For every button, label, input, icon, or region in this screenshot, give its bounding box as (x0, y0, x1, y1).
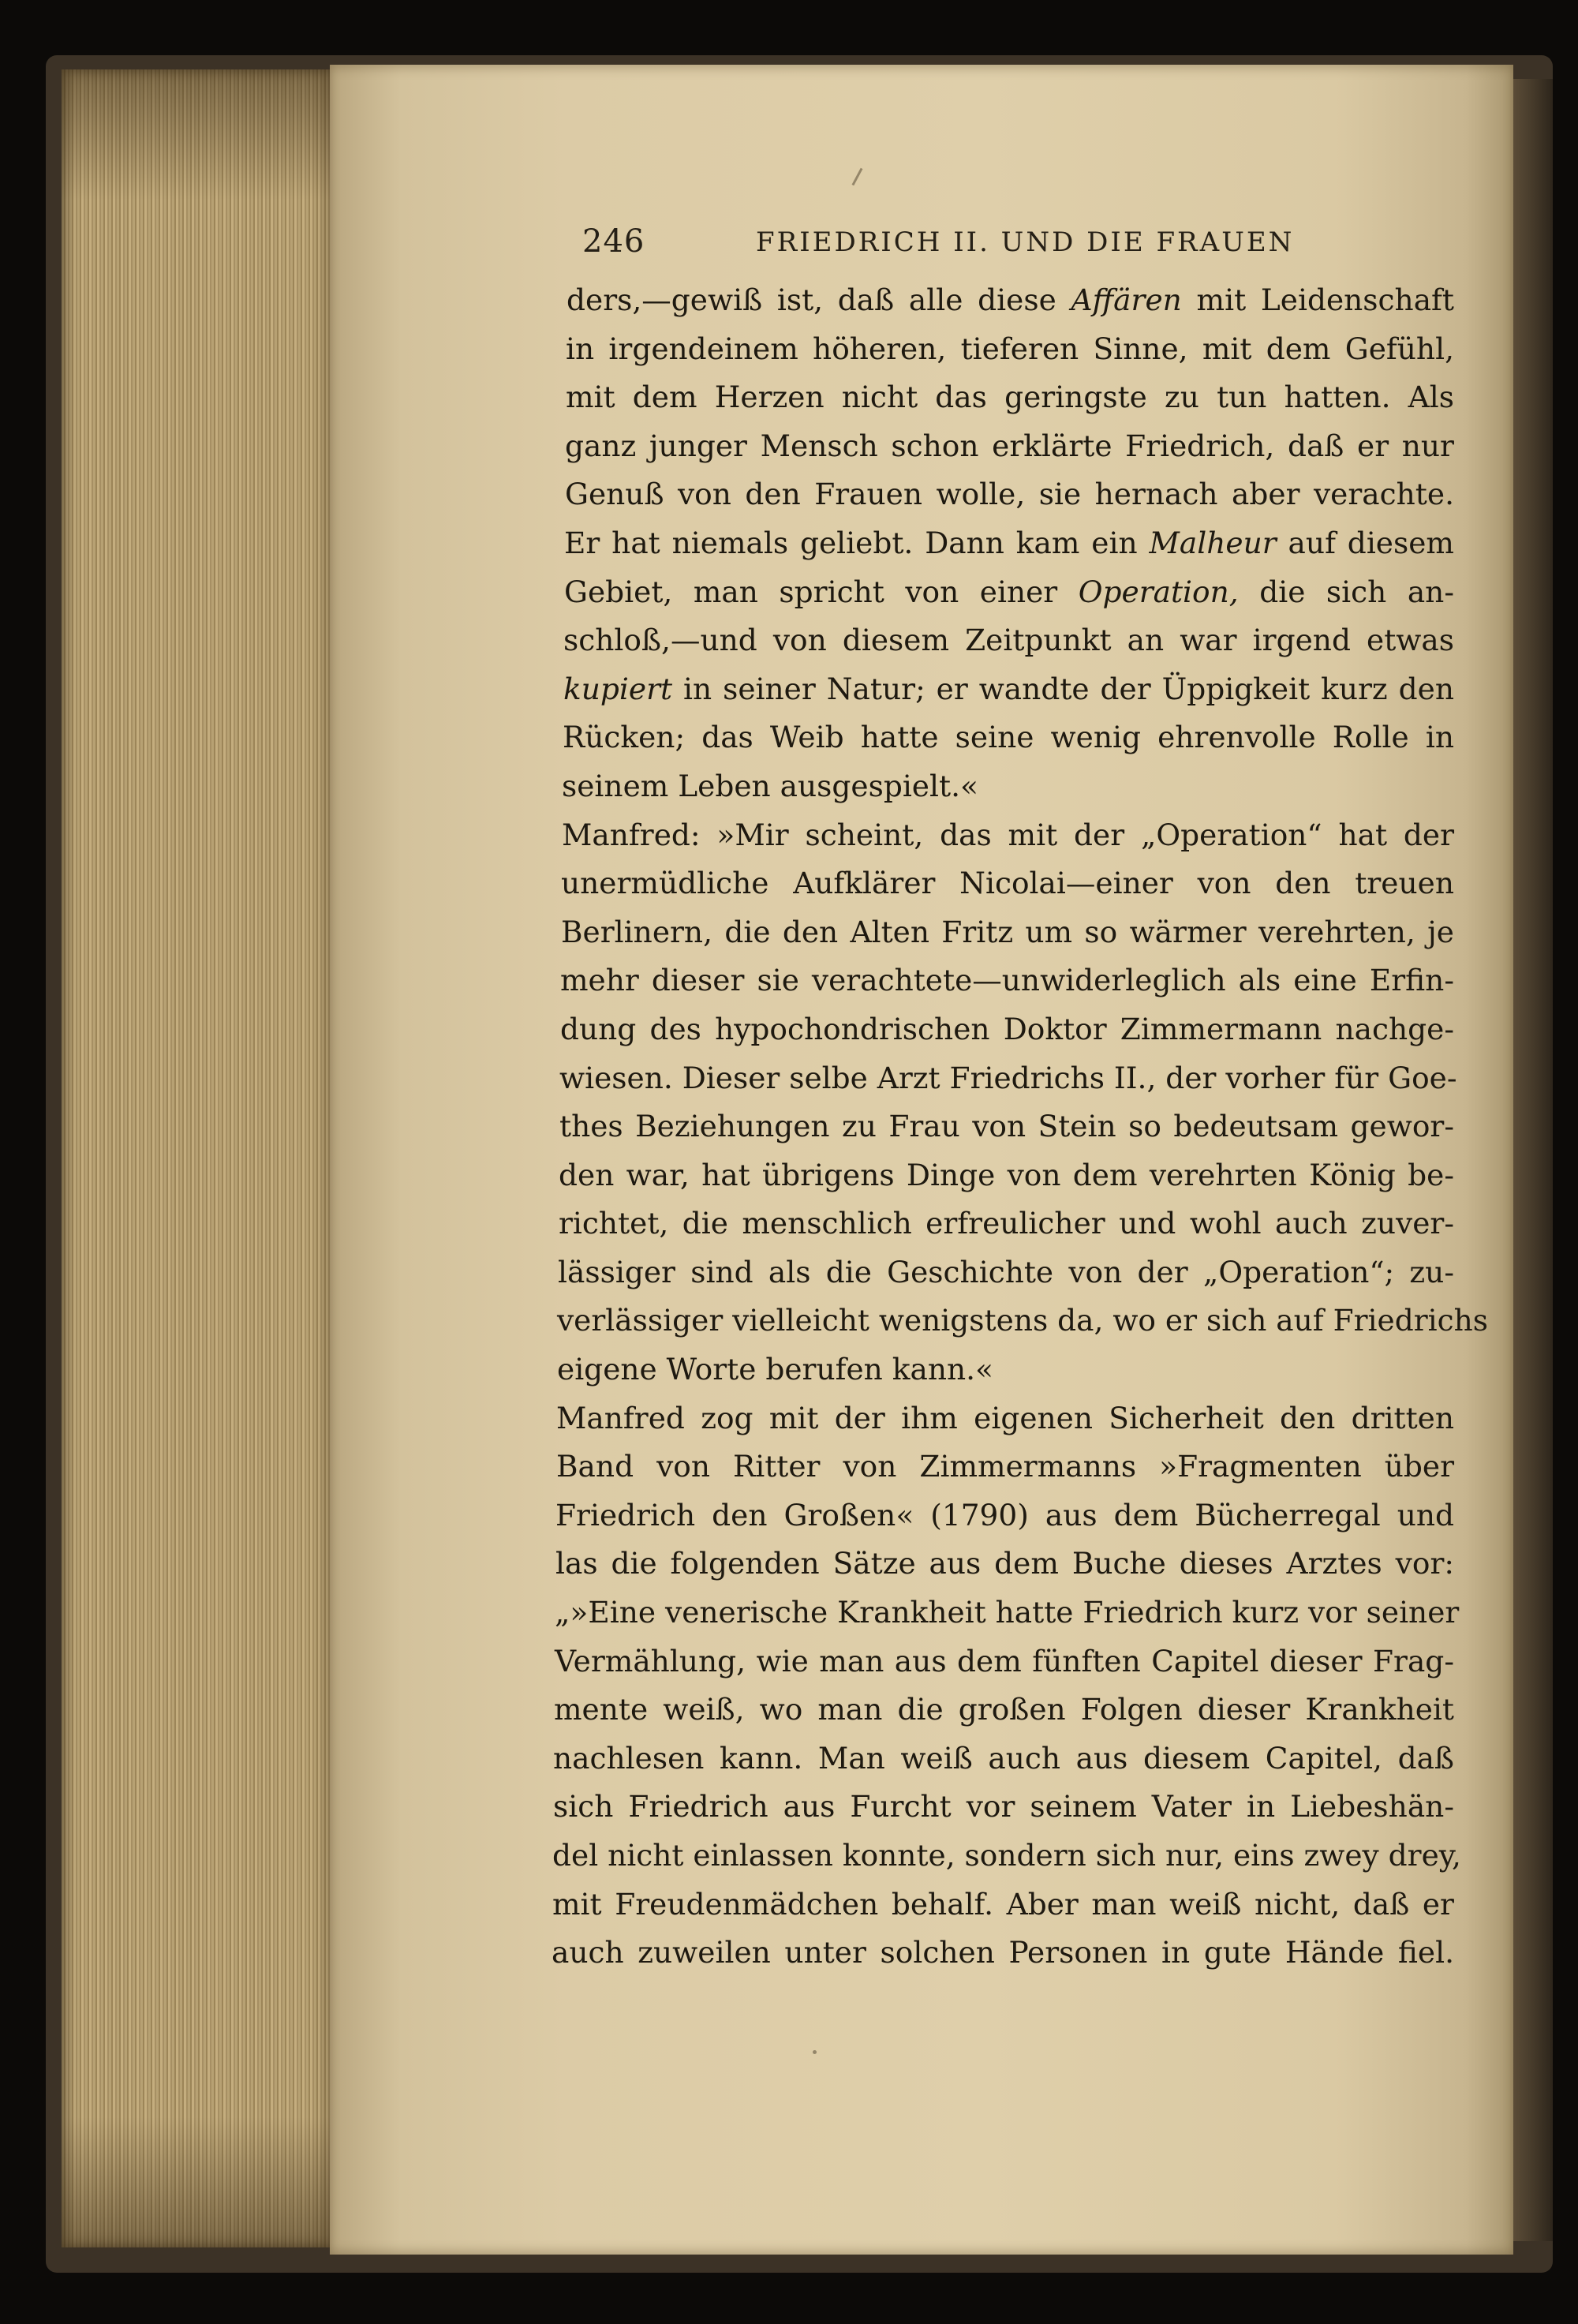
text-line (564, 568, 1454, 617)
text-run: mehr dieser sie verachtete—unwiderleglich als eine Erfin- (560, 963, 1454, 998)
text-run: ganz junger Mensch schon erklärte Friedrich, daß er nur (565, 428, 1454, 463)
text-line (564, 519, 1454, 568)
text-line (552, 1832, 1461, 1881)
text-line (567, 276, 1454, 325)
text-line (554, 1686, 1454, 1735)
body-text (552, 276, 1489, 1978)
italic-text: kupiert (563, 671, 673, 706)
text-line (557, 1297, 1489, 1345)
pencil-mark (813, 2050, 817, 2054)
text-run: thes Beziehungen zu Frau von Stein so bedeutsam gewor- (559, 1109, 1454, 1144)
text-line (558, 1248, 1454, 1297)
text-run: richtet, die menschlich erfreulicher und wohl auch zuver- (559, 1206, 1454, 1241)
text-run: mit Leidenschaft (1181, 283, 1454, 317)
text-run: wiesen. Dieser selbe Arzt Friedrichs II., der vorher für Goe- (559, 1060, 1457, 1095)
text-run: seinem Leben ausgespielt.« (562, 768, 978, 803)
text-run: Manfred zog mit der ihm eigenen Sicherheit den dritten (556, 1400, 1454, 1435)
text-run: Band von Ritter von Zimmermanns »Fragmenten über (556, 1449, 1454, 1484)
text-line (555, 1491, 1454, 1540)
text-line (562, 811, 1454, 860)
text-run: mente weiß, wo man die großen Folgen dieser Krankheit (554, 1692, 1454, 1727)
text-run: Er hat niemals geliebt. Dann kam ein (564, 525, 1150, 560)
text-line (563, 665, 1454, 714)
text-run: Vermählung, wie man aus dem fünften Capitel dieser Frag- (555, 1643, 1454, 1678)
italic-text: Affären (1071, 283, 1182, 317)
text-run: mit Freudenmädchen behalf. Aber man weiß nicht, daß er (552, 1886, 1454, 1922)
text-run: sich Friedrich aus Furcht vor seinem Vater in Liebeshän- (553, 1789, 1454, 1824)
text-line (555, 1637, 1454, 1686)
text-run: auch zuweilen unter solchen Personen in gute Hände fiel. (552, 1935, 1454, 1970)
text-run: Berlinern, die den Alten Fritz um so wärmer verehrten, je (561, 914, 1454, 949)
italic-text: Malheur (1149, 525, 1277, 560)
page-header (582, 223, 1356, 263)
text-line (563, 616, 1454, 665)
text-line (560, 956, 1454, 1005)
text-run: verlässiger vielleicht wenigstens da, wo er sich auf Friedrichs (557, 1303, 1489, 1338)
text-line (559, 1199, 1454, 1248)
text-line (565, 422, 1454, 471)
page-number: 246 (582, 223, 645, 260)
page-edges-shade (62, 69, 334, 2247)
running-title: FRIEDRICH II. UND DIE FRAUEN (756, 226, 1295, 258)
text-line (555, 1589, 1460, 1637)
text-run: Manfred: »Mir scheint, das mit der „Operation“ hat der (562, 817, 1454, 852)
text-run: auf diesem (1276, 525, 1454, 560)
text-run: dung des hypochondrischen Doktor Zimmermann nachge- (560, 1011, 1454, 1046)
text-run: mit dem Herzen nicht das geringste zu tun hatten. Als (566, 380, 1454, 415)
text-run: „»Eine venerische Krankheit hatte Friedrich kurz vor seiner (555, 1595, 1460, 1630)
text-line (553, 1783, 1454, 1832)
text-line (559, 1102, 1454, 1151)
text-line (559, 1151, 1454, 1200)
text-line (566, 325, 1454, 374)
text-run: las die folgenden Sätze aus dem Buche dieses Arztes vor: (555, 1546, 1454, 1581)
text-run: in irgendeinem höheren, tieferen Sinne, mit dem Gefühl, (566, 331, 1454, 366)
text-run: unermüdliche Aufklärer Nicolai—einer von den treuen (561, 866, 1454, 901)
text-run: nachlesen kann. Man weiß auch aus diesem Capitel, daß (553, 1740, 1454, 1776)
text-run: Friedrich den Großen« (1790) aus dem Bücherregal und (555, 1497, 1454, 1532)
text-line (563, 713, 1454, 762)
text-line (552, 1929, 1454, 1978)
text-line (556, 1394, 1454, 1443)
italic-text: Operation, (1078, 574, 1239, 609)
text-line (560, 1005, 1454, 1054)
text-line (561, 859, 1454, 908)
text-line (566, 373, 1454, 422)
text-run: ders,—gewiß ist, daß alle diese (567, 283, 1071, 317)
text-run: eigene Worte berufen kann.« (557, 1352, 993, 1387)
text-line (559, 1054, 1457, 1103)
text-run: Genuß von den Frauen wolle, sie hernach aber verachte. (565, 477, 1454, 512)
text-run: die sich an- (1238, 574, 1454, 609)
text-run: schloß,—und von diesem Zeitpunkt an war irgend etwas (563, 623, 1454, 658)
text-run: del nicht einlassen konnte, sondern sich nur, eins zwey drey, (552, 1838, 1461, 1873)
text-run: in seiner Natur; er wandte der Üppigkeit kurz den (672, 671, 1454, 706)
text-line (556, 1443, 1454, 1491)
text-line (555, 1540, 1454, 1589)
text-run: Rücken; das Weib hatte seine wenig ehrenvolle Rolle in (563, 720, 1454, 755)
text-run: Gebiet, man spricht von einer (564, 574, 1079, 609)
text-line (562, 762, 1454, 811)
next-page-edge (1513, 79, 1553, 2241)
text-line (561, 908, 1454, 957)
text-run: den war, hat übrigens Dinge von dem verehrten König be- (559, 1157, 1454, 1192)
text-line (565, 470, 1454, 519)
text-run: lässiger sind als die Geschichte von der „Operation“; zu- (558, 1254, 1454, 1289)
text-line (552, 1881, 1454, 1929)
text-line (553, 1735, 1454, 1783)
text-line (557, 1345, 1454, 1394)
